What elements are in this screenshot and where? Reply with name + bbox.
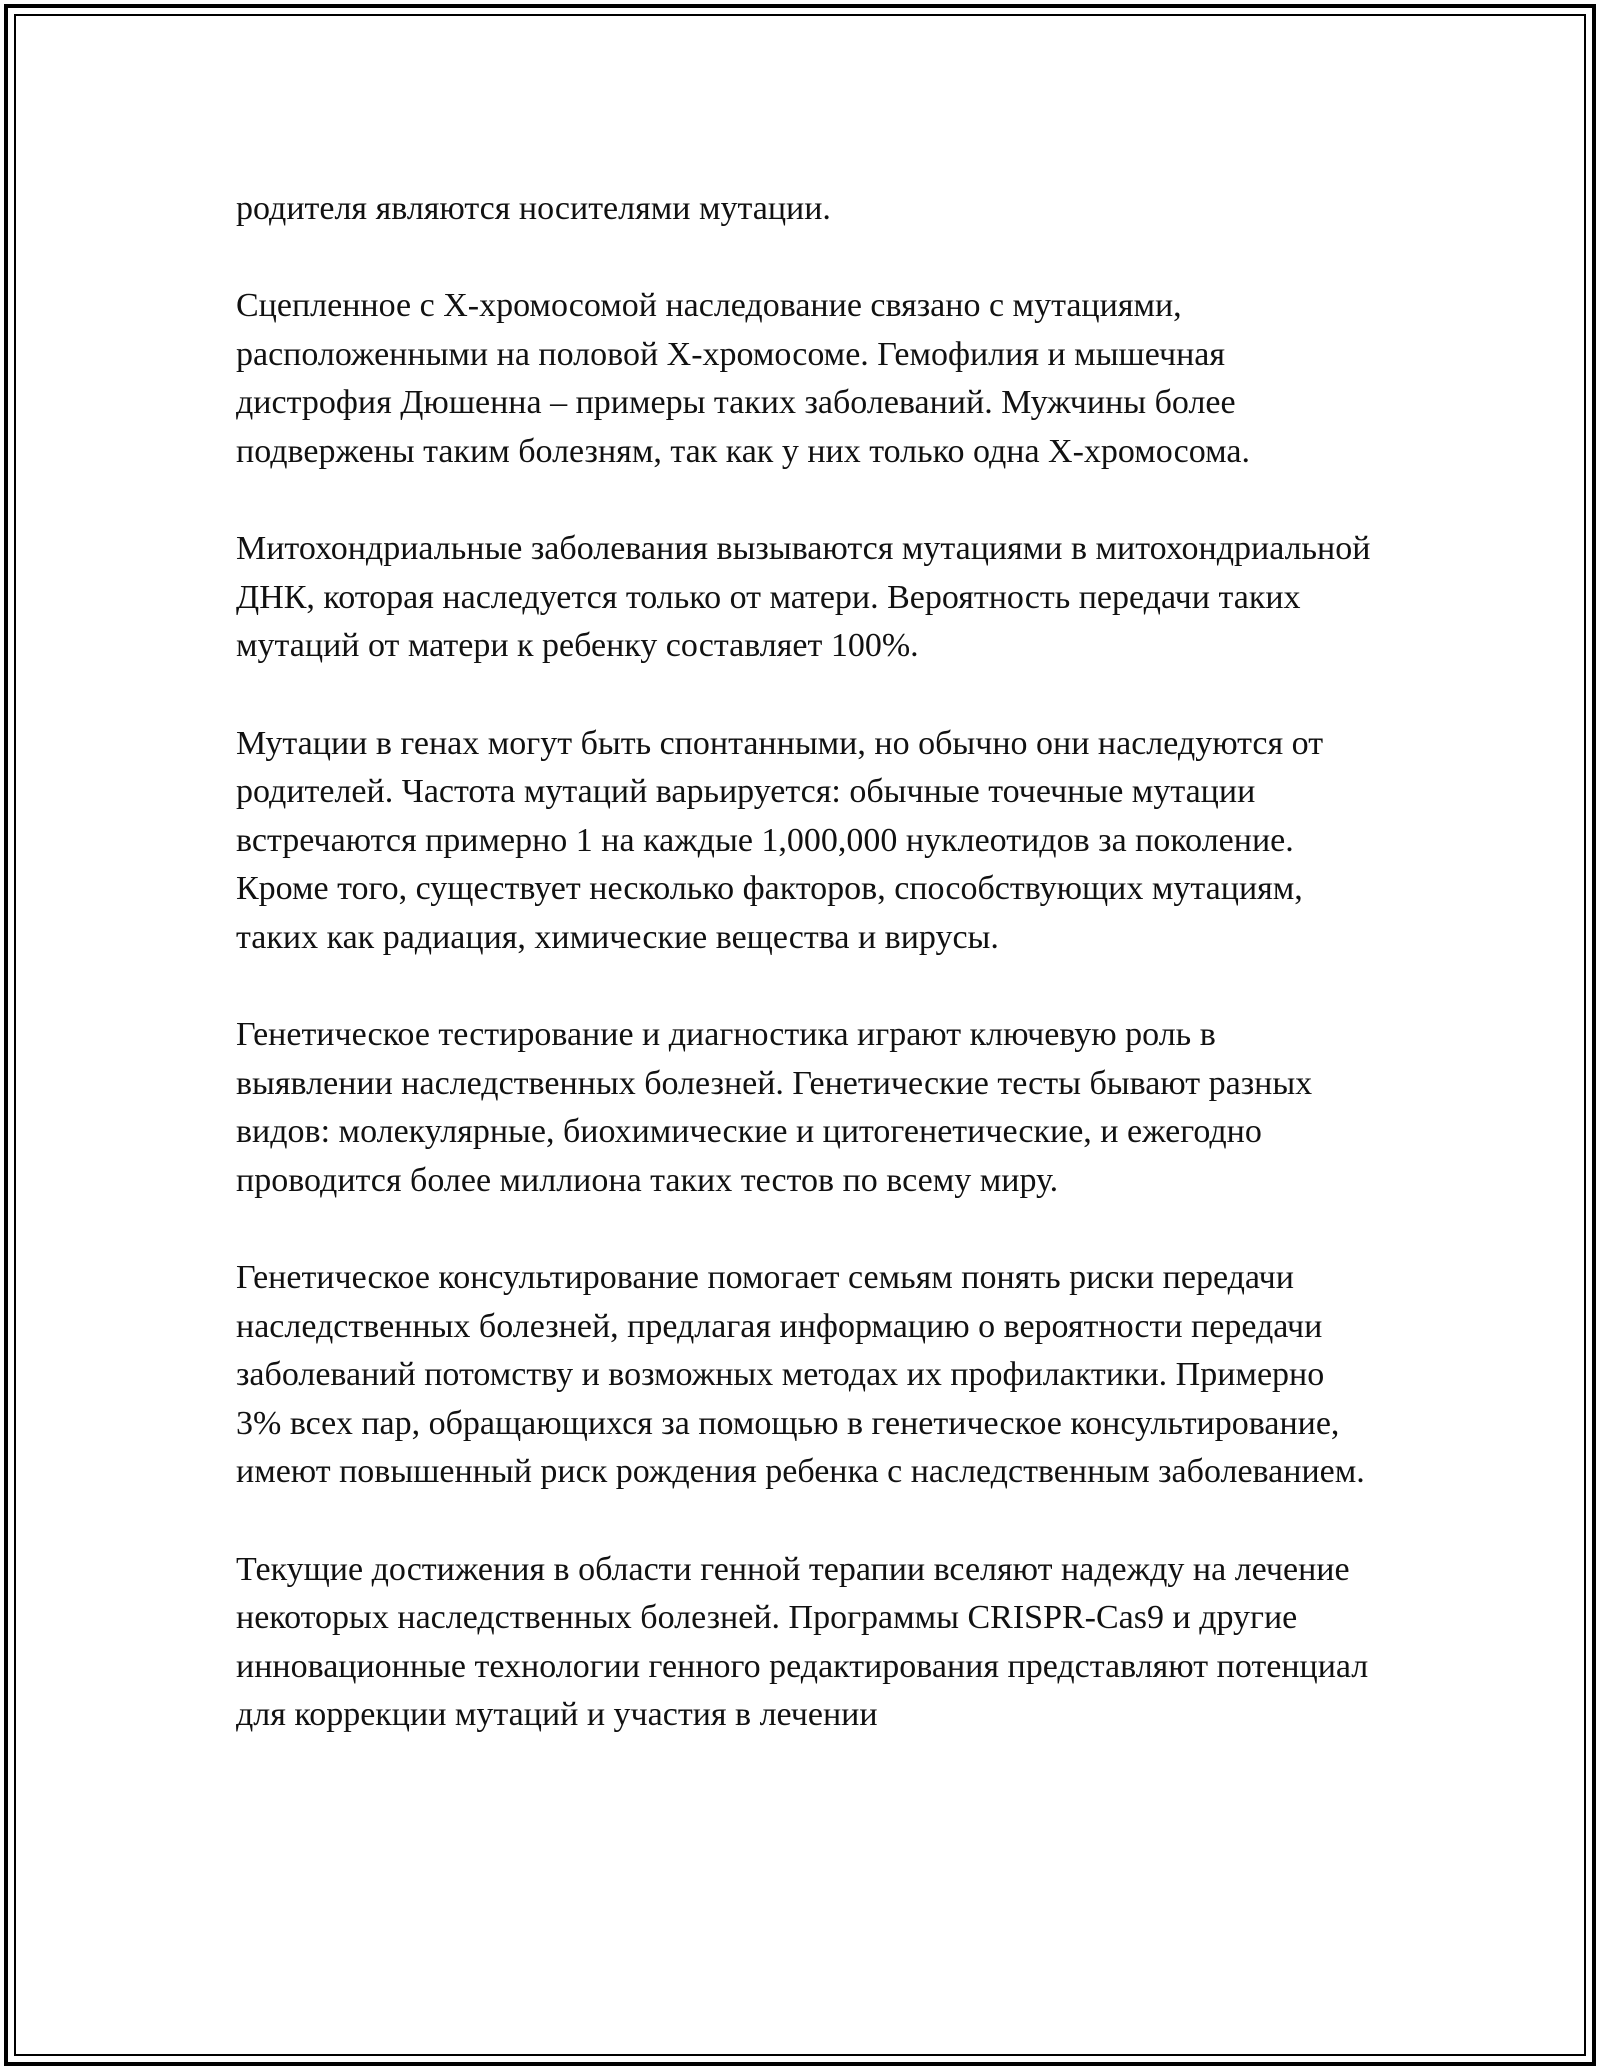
paragraph-carriers: родителя являются носителями мутации. bbox=[236, 190, 831, 227]
document-body bbox=[236, 185, 1376, 1789]
paragraph-x-linked: Сцепленное с X-хромосомой наследование связано с мутациями, расположенными на половой X-хромосоме. Гемофилия и мышечная дистрофия Дюшенна – примеры таких заболеваний. Мужчины более подвержены таким болезням, так как у них только одна X-хромосома. bbox=[236, 287, 1250, 470]
paragraph-mitochondrial: Митохондриальные заболевания вызываются мутациями в митохондриальной ДНК, которая наследуется только от матери. Вероятность передачи таких мутаций от матери к ребенку составляет 100%. bbox=[236, 530, 1371, 665]
paragraph-mutation-frequency: Мутации в генах могут быть спонтанными, но обычно они наследуются от родителей. Частота мутаций варьируется: обычные точечные мутации встречаются примерно 1 на каждые 1,000,000 нуклеотидов за поколение. Кроме того, существует несколько факторов, способствующих мутациям, таких как радиация, химические вещества и вирусы. bbox=[236, 724, 1324, 956]
paragraph-genetic-testing: Генетическое тестирование и диагностика играют ключевую роль в выявлении наследственных болезней. Генетические тесты бывают разных видов: молекулярные, биохимические и цитогенетические, и ежегодно проводится более миллиона таких тестов по всему миру. bbox=[236, 1016, 1313, 1199]
paragraph-gene-therapy: Текущие достижения в области генной терапии вселяют надежду на лечение некоторых наследственных болезней. Программы CRISPR-Cas9 и другие инновационные технологии генного редактирования представляют потенциал для коррекции мутаций и участия в лечении bbox=[236, 1550, 1369, 1734]
paragraph-genetic-counseling: Генетическое консультирование помогает семьям понять риски передачи наследственных болезней, предлагая информацию о вероятности передачи заболеваний потомству и возможных методах их профилактики. Примерно 3% всех пар, обращающихся за помощью в генетическое консультирование, имеют повышенный риск рождения ребенка с наследственным заболеванием. bbox=[236, 1259, 1365, 1491]
